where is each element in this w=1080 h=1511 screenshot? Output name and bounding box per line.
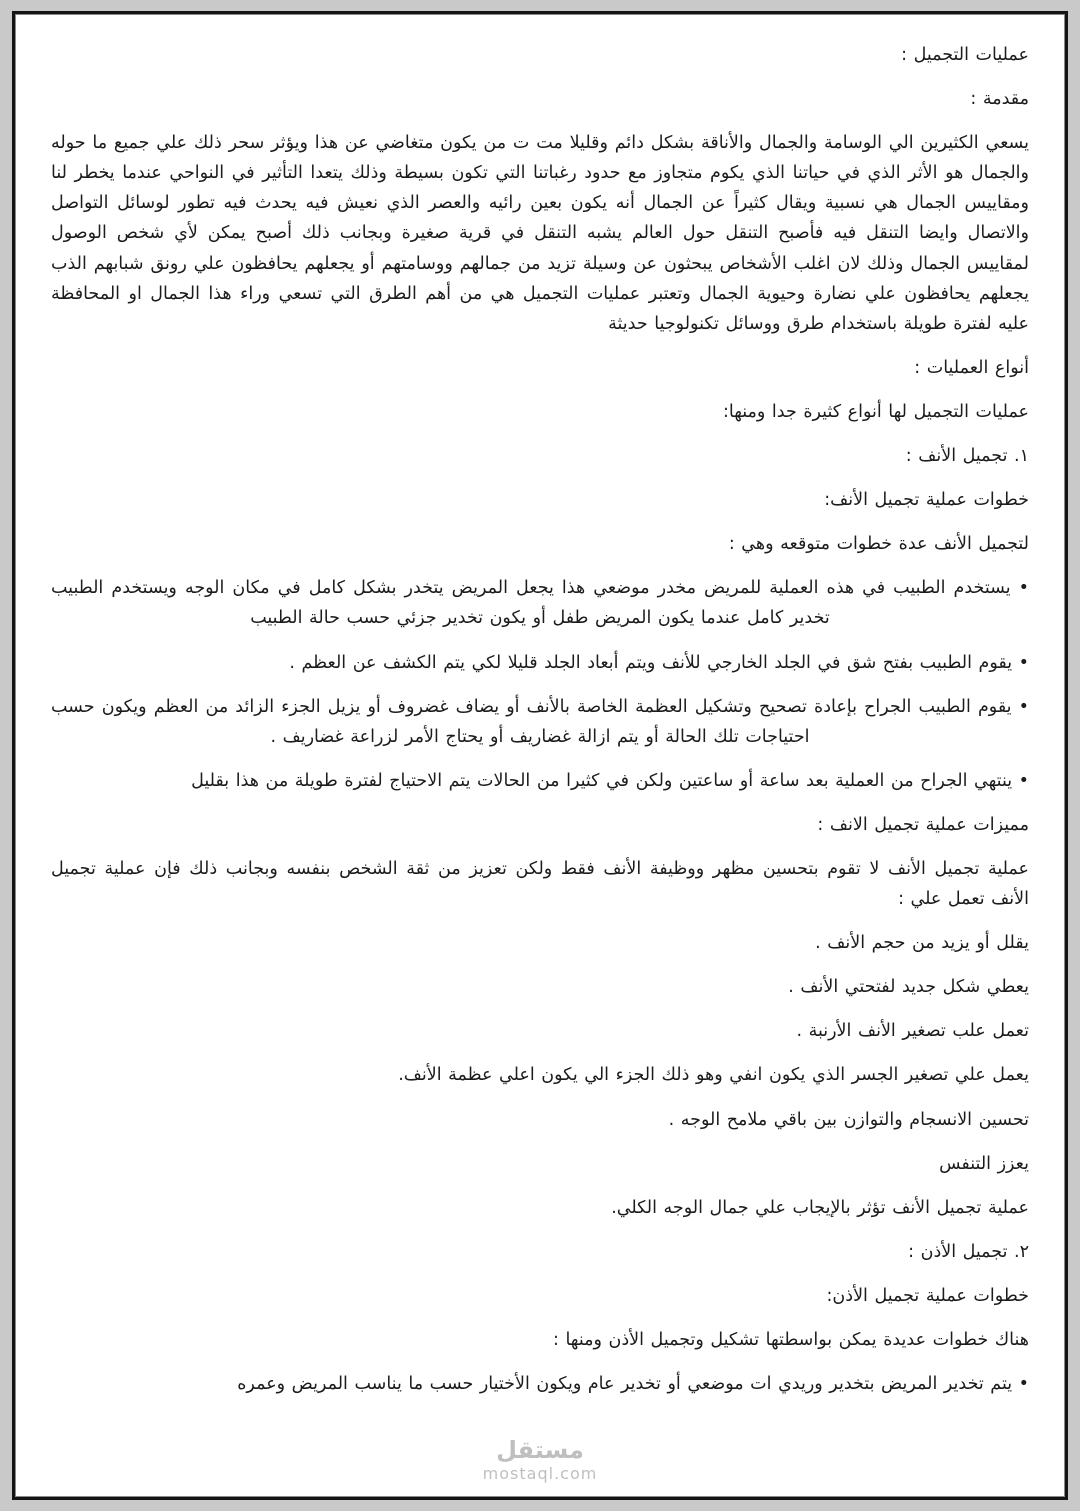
paragraph-nose-steps-intro: لتجميل الأنف عدة خطوات متوقعه وهي : [728, 534, 1029, 555]
list-item-breathing: يعزز التنفس [939, 1153, 1029, 1174]
paragraph-types-intro: عمليات التجميل لها أنواع كثيرة جدا ومنها: [722, 401, 1029, 422]
heading-nose-job-steps: خطوات عملية تجميل الأنف: [824, 490, 1029, 511]
heading-nose-job: ١. تجميل الأنف : [905, 446, 1029, 467]
paragraph-ear-steps-intro: هناك خطوات عديدة يمكن بواسطتها تشكيل وتجميل الأذن ومنها : [552, 1330, 1029, 1350]
list-item-overall-beauty: عملية تجميل الأنف تؤثر بالإيجاب علي جمال الوجه الكلي. [611, 1197, 1029, 1218]
heading-introduction: مقدمة : [970, 89, 1029, 110]
bullet-nose-incision: • يقوم الطبيب بفتح شق في الجلد الخارجي للأنف ويتم أبعاد الجلد قليلا لكي يتم الكشف عن العظم . [289, 652, 1029, 673]
list-item-nose-tip: تعمل علب تصغير الأنف الأرنبة . [796, 1021, 1029, 1042]
watermark-domain-text: mostaql.com [482, 1463, 598, 1483]
bullet-nose-reshaping: • يقوم الطبيب الجراح بإعادة تصحيح وتشكيل العظمة الخاصة بالأنف أو يضاف غضروف أو يزيل الجزء الزائد من العظم ويكون حسب احتياجات تلك الحالة أو يتم ازالة غضاريف أو يحتاج الأمر لزراعة غضاريف . [51, 696, 1029, 747]
heading-operation-types: أنواع العمليات : [914, 357, 1029, 378]
paragraph-introduction: يسعي الكثيرين الي الوسامة والجمال والأناقة بشكل دائم وقليلا مت ت من يكون متغاضي عن هذا ويؤثر سحر ذلك علي جميع ما حوله والجمال هو الأثر الذي في حياتنا الذي يكوم متجاوز مع حدود رغباتنا التي تكون بسيطة وذلك يتعدا التأثير في النواحي عندما يخطر لنا ومقاييس الجمال هي نسبية ويقال كثيراً عن الجمال أنه يكون بعين رائيه والعصر الذي نعيش فيه يحدث فيه تطور لوسائل التواصل والاتصال وايضا التنقل فيه فأصبح التنقل حول العالم يشبه التنقل في قرية صغيرة وبجانب ذلك أصبح يمكن لأي شخص الوصول لمقاييس الجمال وذلك لان اغلب الأشخاص يبحثون عن وسيلة تزيد من جمالهم ووسامتهم أو يجعلهم يحافظون علي رونق شبابهم الذب يجعلهم يحافظون علي نضارة وحيوية الجمال وتعتبر عمليات التجميل هي من أهم الطرق التي تسعي وراء هذا الجمال او المحافظة عليه لفترة طويلة باستخدام طرق ووسائل تكنولوجيا حديثة [51, 133, 1029, 334]
heading-nose-benefits: مميزات عملية تجميل الانف : [817, 814, 1029, 835]
watermark [483, 1437, 598, 1483]
heading-plastic-surgery: عمليات التجميل : [901, 45, 1029, 65]
document-page [12, 11, 1068, 1500]
heading-ear-job-steps: خطوات عملية تجميل الأذن: [826, 1285, 1029, 1306]
watermark-logo-text: مستقل [496, 1436, 584, 1465]
list-item-face-harmony: تحسين الانسجام والتوازن بين باقي ملامح الوجه . [668, 1109, 1029, 1130]
bullet-nose-anesthesia: • يستخدم الطبيب في هذه العملية للمريض مخدر موضعي هذا يجعل المريض يتخدر بشكل كامل في مكان الوجه ويستخدم الطبيب تخدير كامل عندما يكون المريض طفل أو يكون تخدير جزئي حسب حالة الطبيب [51, 578, 1029, 629]
heading-ear-job: ٢. تجميل الأذن : [908, 1241, 1029, 1262]
list-item-nose-bridge: يعمل علي تصغير الجسر الذي يكون انفي وهو ذلك الجزء الي يكون اعلي عظمة الأنف. [398, 1065, 1029, 1086]
bullet-ear-anesthesia: • يتم تخدير المريض بتخدير وريدي ات موضعي أو تخدير عام ويكون الأختيار حسب ما يناسب المريض وعمره [237, 1374, 1029, 1395]
paragraph-nose-benefits-intro: عملية تجميل الأنف لا تقوم بتحسين مظهر ووظيفة الأنف فقط ولكن تعزيز من ثقة الشخص بنفسه وبجانب ذلك فإن عملية تجميل الأنف تعمل علي : [51, 858, 1029, 910]
list-item-nostrils-shape: يعطي شكل جديد لفتحتي الأنف . [788, 977, 1029, 998]
list-item-nose-size: يقلل أو يزيد من حجم الأنف . [815, 933, 1029, 954]
bullet-nose-duration: • ينتهي الجراح من العملية بعد ساعة أو ساعتين ولكن في كثيرا من الحالات يتم الاحتياج لفترة طويلة من هذا بقليل [191, 770, 1029, 791]
